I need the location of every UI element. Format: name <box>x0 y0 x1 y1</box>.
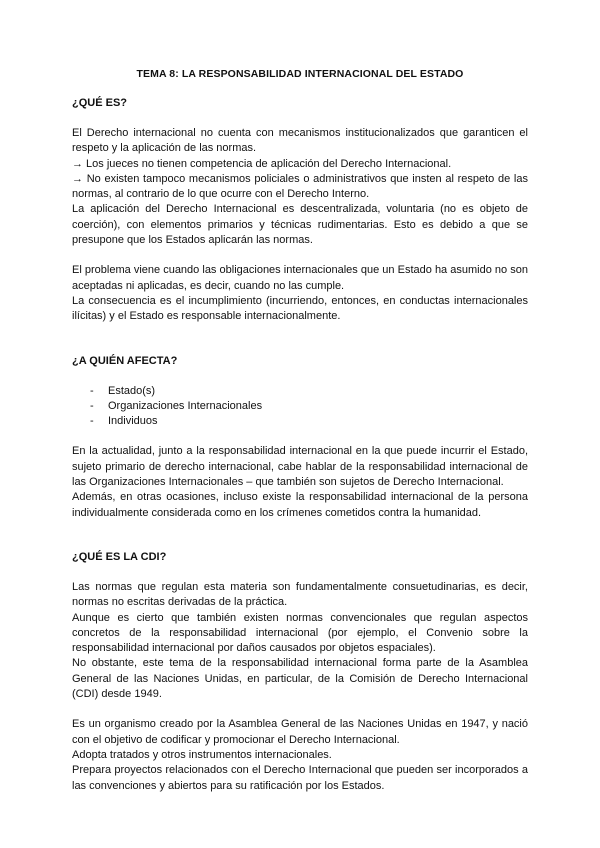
paragraph: Aunque es cierto que también existen normas convencionales que regulan aspectos concretos de la responsabilidad internacional (por ejemplo, el Convenio sobre la responsabilidad internacional por daños causados por objetos espaciales). <box>72 611 528 655</box>
arrow-point: → No existen tampoco mecanismos policiales o administrativos que insten al respeto de las normas, al contrario de lo que ocurre con el Derecho Interno. <box>72 172 528 201</box>
paragraph: La consecuencia es el incumplimiento (incurriendo, entonces, en conductas internacionales ilícitas) y el Estado es responsable internacionalmente. <box>72 294 528 323</box>
affected-list <box>72 384 528 430</box>
section-que-es-la-cdi <box>72 551 528 794</box>
arrow-point: → Los jueces no tienen competencia de aplicación del Derecho Internacional. <box>72 157 452 170</box>
paragraph: El problema viene cuando las obligaciones internacionales que un Estado ha asumido no son aceptadas ni aplicadas, es decir, cuando no las cumple. <box>72 264 528 292</box>
section-a-quien-afecta <box>72 355 528 521</box>
paragraph: No obstante, este tema de la responsabilidad internacional forma parte de la Asamblea General de las Naciones Unidas, en particular, de la Comisión de Derecho Internacional (CDI) desde 1949. <box>72 657 528 701</box>
paragraph: Las normas que regulan esta materia son fundamentalmente consuetudinarias, es decir, normas no escritas derivadas de la práctica. <box>72 580 528 609</box>
paragraph: La aplicación del Derecho Internacional es descentralizada, voluntaria (no es objeto de coerción), con elementos primarios y técnicas rudimentarias. Esto es debido a que se presupone que los Estados aplicarán las normas. <box>72 203 528 247</box>
list-item: - Individuos <box>90 414 528 429</box>
section-heading: ¿A QUIÉN AFECTA? <box>72 354 178 367</box>
section-heading: ¿QUÉ ES? <box>72 97 128 109</box>
paragraph: Adopta tratados y otros instrumentos internacionales. <box>72 748 332 761</box>
list-item: - Organizaciones Internacionales <box>90 399 528 414</box>
paragraph: El Derecho internacional no cuenta con mecanismos institucionalizados que garanticen el respeto y la aplicación de las normas. <box>72 127 528 155</box>
paragraph: Es un organismo creado por la Asamblea General de las Naciones Unidas en 1947, y nació con el objetivo de codificar y promocionar el Derecho Internacional. <box>72 718 528 746</box>
paragraph: Prepara proyectos relacionados con el Derecho Internacional que pueden ser incorporados a las convenciones y abiertos para su ratificación por los Estados. <box>72 764 528 792</box>
page-title: TEMA 8: LA RESPONSABILIDAD INTERNACIONAL DEL ESTADO <box>136 68 464 80</box>
paragraph: En la actualidad, junto a la responsabilidad internacional en la que puede incurrir el Estado, sujeto primario de derecho internacional, cabe hablar de la responsabilidad internacional de las Organizaciones Internacionales – que también son sujetos de Derecho Internacional. <box>72 445 528 489</box>
section-heading: ¿QUÉ ES LA CDI? <box>72 550 167 563</box>
paragraph: Además, en otras ocasiones, incluso existe la responsabilidad internacional de la persona individualmente considerada como en los crímenes cometidos contra la humanidad. <box>72 491 528 519</box>
list-item: - Estado(s) <box>90 384 528 399</box>
section-que-es <box>72 97 528 325</box>
